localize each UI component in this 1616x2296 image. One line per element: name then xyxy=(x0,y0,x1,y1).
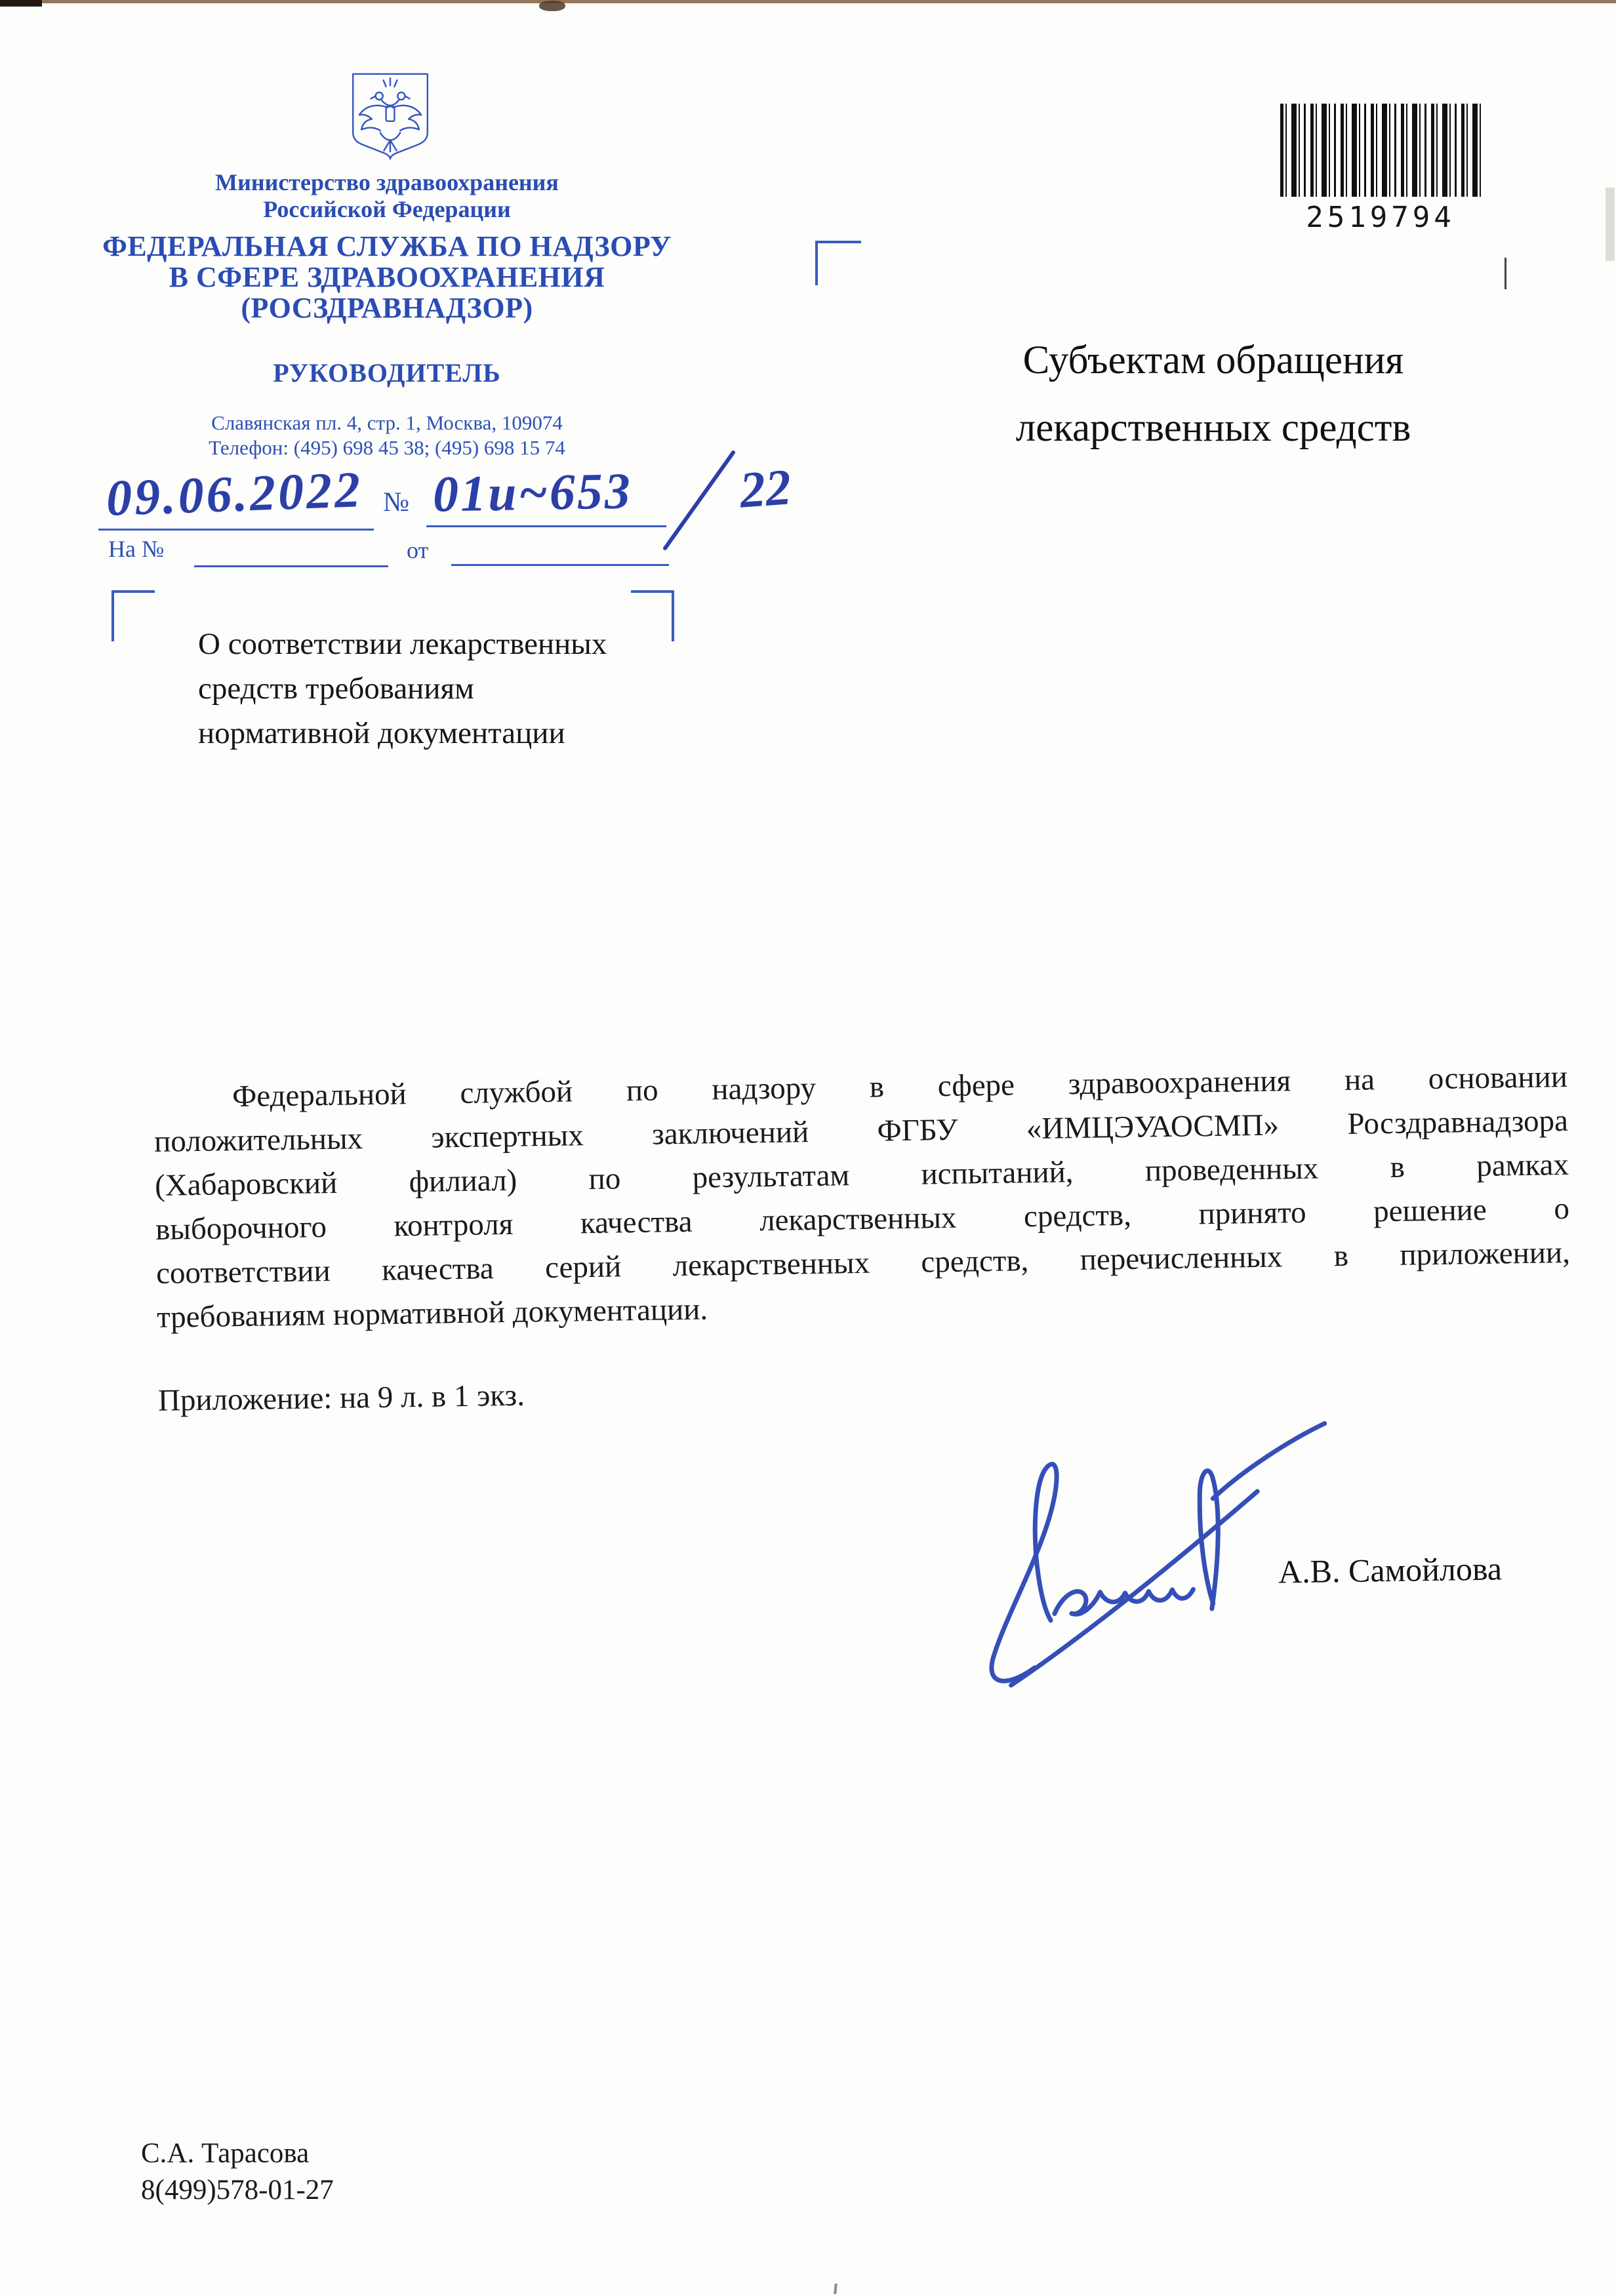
body-line: требованиям нормативной документации. xyxy=(156,1292,708,1335)
executor-name: С.А. Тарасова xyxy=(141,2138,310,2169)
reply-from-label: от xyxy=(407,537,429,563)
handwritten-date: 09.06.2022 xyxy=(105,460,364,527)
body-line: положительных экспертных заключений ФГБУ «ИМЦЭУАОСМП» Росздравнадзора xyxy=(153,1103,1569,1159)
agency-address: Славянская пл. 4, стр. 1, Москва, 109074 xyxy=(211,411,563,434)
agency-line-1: ФЕДЕРАЛЬНАЯ СЛУЖБА ПО НАДЗОРУ xyxy=(102,230,672,262)
body-line: Федеральной службой по надзору в сфере здравоохранения на основании xyxy=(232,1059,1568,1114)
body-line: (Хабаровский филиал) по результатам испытаний, проведенных в рамках xyxy=(154,1147,1569,1203)
position-title: РУКОВОДИТЕЛЬ xyxy=(273,358,501,388)
agency-line-2: В СФЕРЕ ЗДРАВООХРАНЕНИЯ xyxy=(169,261,605,293)
executor-block xyxy=(141,2135,334,2209)
scan-right-artifact xyxy=(1606,188,1615,261)
recipient-line-2: лекарственных средств xyxy=(1015,406,1411,450)
body-paragraph xyxy=(153,1055,1571,1340)
ministry-line-2: Российской Федерации xyxy=(263,196,511,222)
signer-name: А.В. Самойлова xyxy=(1278,1550,1503,1590)
subject-line-2: средств требованиям xyxy=(198,672,474,706)
recipient-line-1: Субъектам обращения xyxy=(1022,338,1404,382)
subject-line-3: нормативной документации xyxy=(198,716,565,750)
handwritten-number: 01и~653 xyxy=(432,462,633,523)
body-line: соответствии качества серий лекарственных средств, перечисленных в приложении, xyxy=(155,1235,1571,1291)
executor-phone: 8(499)578-01-27 xyxy=(141,2175,334,2205)
body-line: выборочного контроля качества лекарственных средств, принято решение о xyxy=(155,1191,1570,1247)
agency-phone: Телефон: (495) 698 45 38; (495) 698 15 74 xyxy=(209,436,565,459)
number-sign: № xyxy=(383,487,410,517)
attachment-note: Приложение: на 9 л. в 1 экз. xyxy=(157,1378,525,1418)
subject-line-1: О соответствии лекарственных xyxy=(198,627,607,661)
agency-line-3: (РОСЗДРАВНАДЗОР) xyxy=(241,292,533,324)
handwritten-year-suffix: 22 xyxy=(738,458,793,519)
barcode-number: 2519794 xyxy=(1306,201,1455,234)
ministry-line-1: Министерство здравоохранения xyxy=(215,169,559,195)
reply-to-number-label: На № xyxy=(108,536,165,562)
